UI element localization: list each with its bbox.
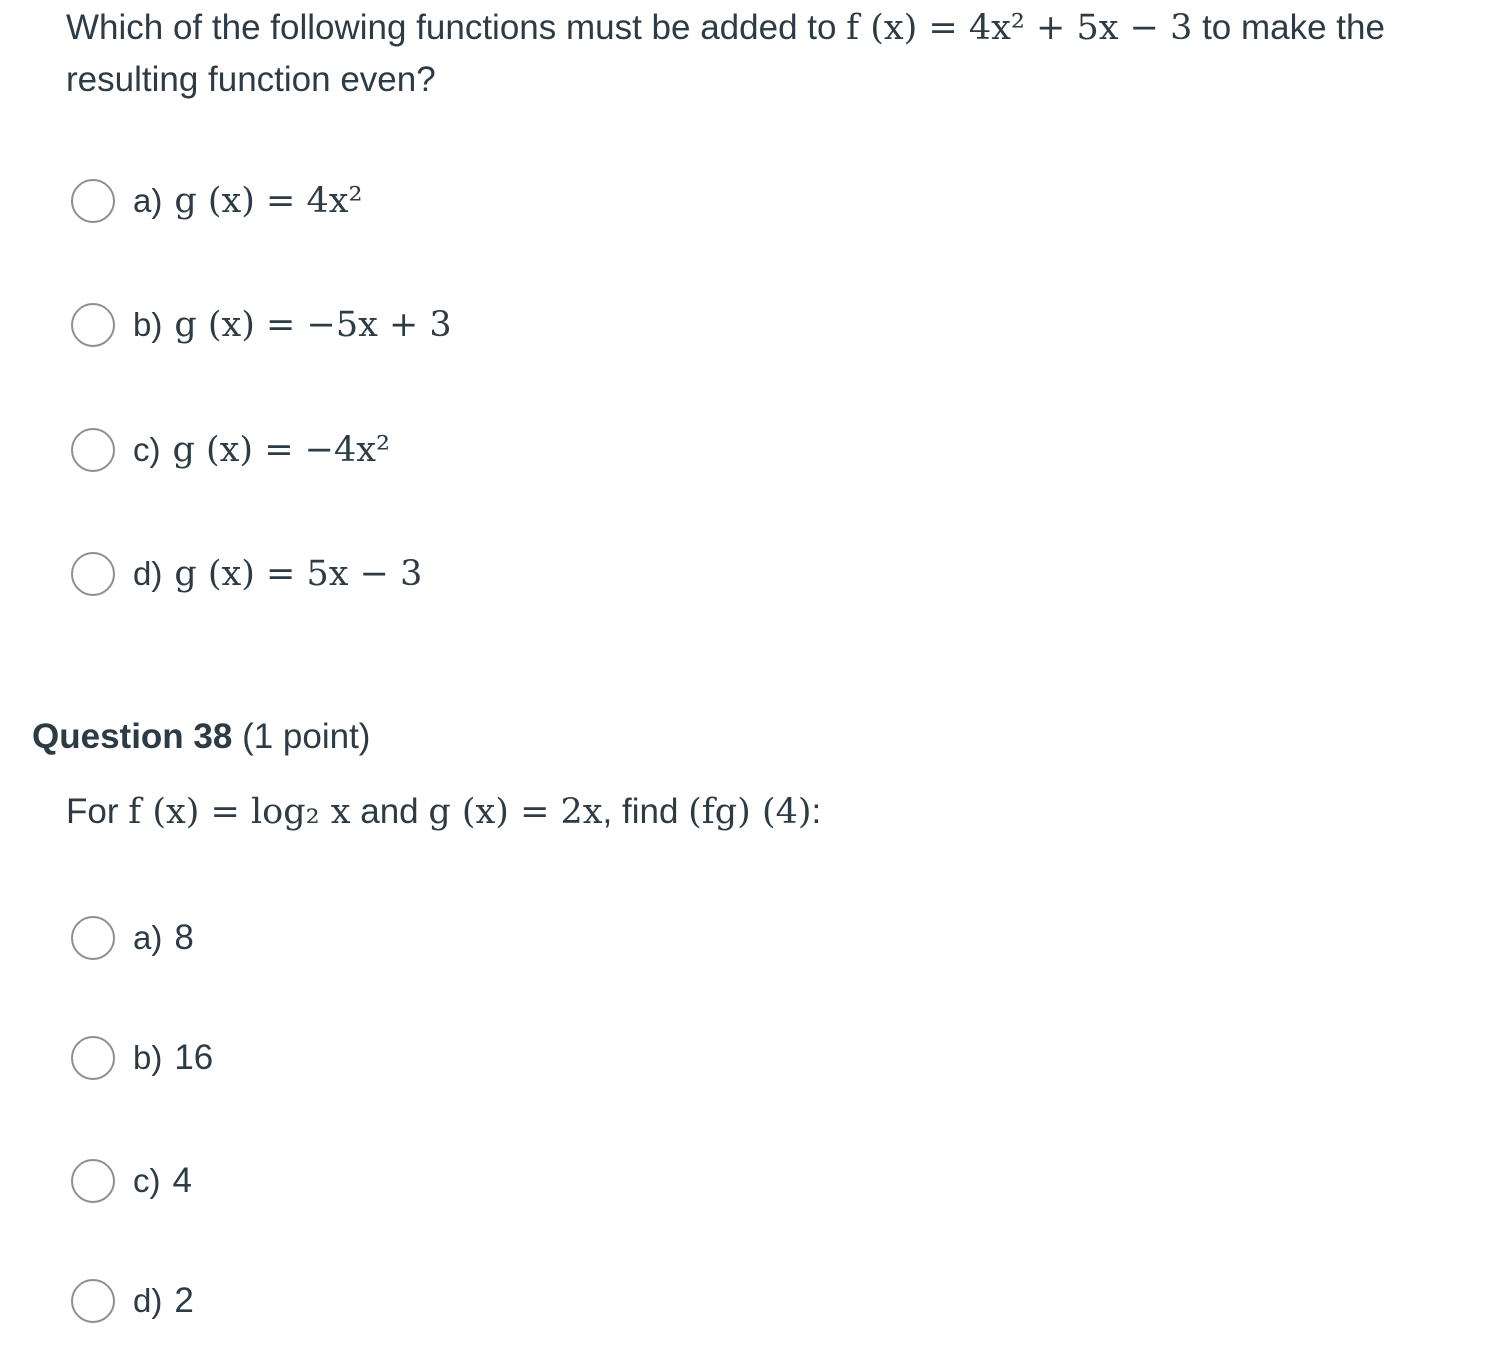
question-38-stem <box>66 786 821 838</box>
radio-button[interactable] <box>71 916 115 960</box>
radio-button[interactable] <box>71 1279 115 1323</box>
question-37-stem <box>66 2 1496 106</box>
option-letter: b) <box>133 1039 163 1076</box>
question-37-text-after: to make the resulting function even? <box>66 8 1385 99</box>
q38-option-b[interactable] <box>71 1033 213 1083</box>
option-letter: a) <box>133 919 163 956</box>
radio-button[interactable] <box>71 1036 115 1080</box>
q38-option-d[interactable] <box>71 1276 194 1326</box>
q37-option-a[interactable] <box>71 176 363 226</box>
radio-button[interactable] <box>71 179 115 223</box>
radio-button[interactable] <box>71 428 115 472</box>
option-value: 16 <box>174 1038 214 1077</box>
option-letter: c) <box>133 1162 161 1199</box>
question-37-function: f (x) = 4x² + 5x − 3 <box>846 8 1193 48</box>
q37-option-d[interactable] <box>71 549 422 599</box>
q38-option-a[interactable] <box>71 913 194 963</box>
q38-option-c[interactable] <box>71 1156 192 1206</box>
question-points: (1 point) <box>242 717 371 756</box>
stem-colon: : <box>811 792 822 831</box>
option-letter: a) <box>133 182 163 219</box>
radio-button[interactable] <box>71 1159 115 1203</box>
option-value: 4 <box>172 1161 192 1200</box>
stem-expression: (fg) (4) <box>688 792 812 832</box>
option-letter: c) <box>133 431 161 468</box>
option-value: g (x) = 5x − 3 <box>174 554 423 594</box>
q37-option-b[interactable] <box>71 300 452 350</box>
option-letter: b) <box>133 306 163 343</box>
question-38-header <box>32 712 370 762</box>
question-37-text-before: Which of the following functions must be added to <box>66 8 847 47</box>
stem-and: and <box>350 792 429 831</box>
option-value: g (x) = 4x² <box>174 181 363 221</box>
option-value: 2 <box>174 1281 194 1320</box>
stem-find: , find <box>602 792 689 831</box>
q37-option-c[interactable] <box>71 425 390 475</box>
option-value: g (x) = −4x² <box>172 430 391 470</box>
question-title: Question 38 <box>32 717 233 756</box>
stem-g-function: g (x) = 2x <box>428 792 603 832</box>
option-value: 8 <box>174 918 194 957</box>
radio-button[interactable] <box>71 303 115 347</box>
option-letter: d) <box>133 1282 163 1319</box>
stem-f-function: f (x) = log₂ x <box>128 792 351 832</box>
stem-for: For <box>66 792 129 831</box>
option-letter: d) <box>133 555 163 592</box>
radio-button[interactable] <box>71 552 115 596</box>
option-value: g (x) = −5x + 3 <box>174 305 452 345</box>
